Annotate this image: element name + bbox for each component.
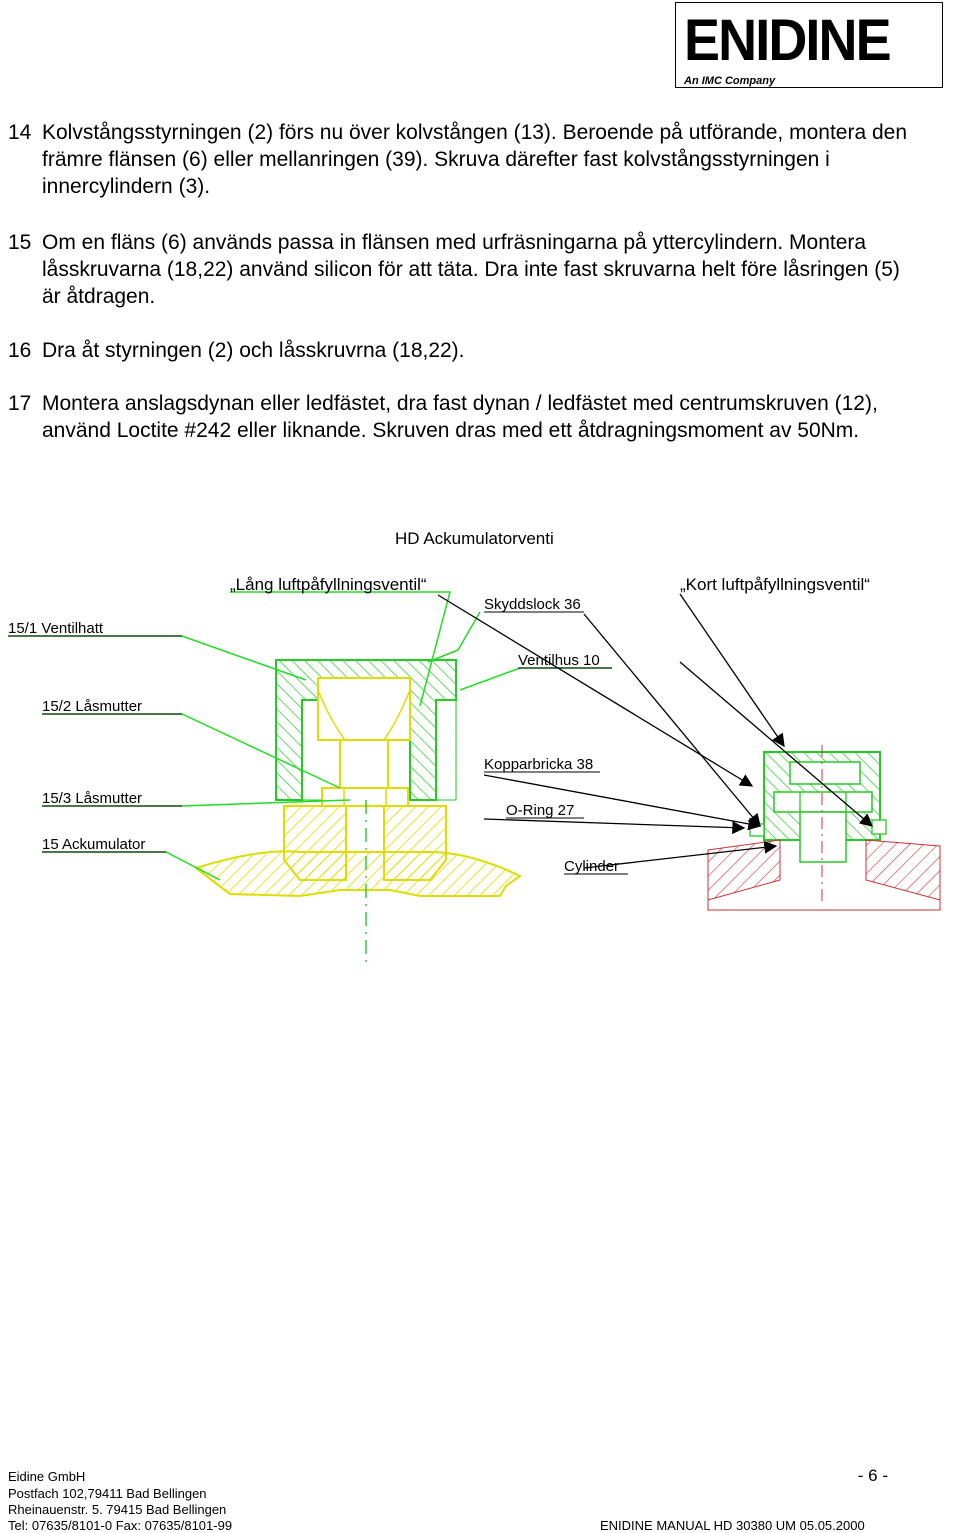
- logo-tagline: An IMC Company: [684, 75, 776, 87]
- footer-postfach: Postfach 102,79411 Bad Bellingen: [8, 1486, 207, 1501]
- label-ackumulator: 15 Ackumulator: [42, 836, 146, 853]
- diagram-title: HD Ackumulatorventi: [395, 529, 554, 548]
- step-text: Dra åt styrningen (2) och låsskruvrna (18,22).: [42, 339, 465, 362]
- cylinder-base-shape: [196, 851, 520, 896]
- short-valve-label: „Kort luftpåfyllningsventil“: [680, 575, 870, 594]
- step-number: 16: [8, 339, 32, 362]
- lock-nut-shape: [322, 788, 408, 806]
- footer-company: Eidine GmbH: [8, 1469, 86, 1484]
- long-valve-label: „Lång luftpåfyllningsventil“: [230, 575, 427, 594]
- logo-wordmark: ENIDINE: [684, 8, 890, 73]
- label-skyddslock: Skyddslock 36: [484, 596, 581, 613]
- step-number: 15: [8, 231, 32, 254]
- label-lasmutter-3: 15/3 Låsmutter: [42, 790, 143, 807]
- label-ventilhatt: 15/1 Ventilhatt: [8, 620, 104, 637]
- step-text: Kolvstångsstyrningen (2) förs nu över kolvstången (13). Beroende på utförande, montera den främre flänsen (6) eller mellanringen (39). Skruva därefter fast kolvstångsstyrningen i innercylindern (3).: [42, 121, 908, 198]
- step-number: 17: [8, 392, 32, 415]
- step-number: 14: [8, 121, 32, 144]
- label-lasmutter-2: 15/2 Låsmutter: [42, 698, 143, 715]
- label-oring: O-Ring 27: [506, 802, 575, 819]
- footer-address: Rheinauenstr. 5. 79415 Bad Bellingen: [8, 1502, 227, 1517]
- long-valve-section: [196, 660, 520, 965]
- step-text: Om en fläns (6) används passa in flänsen med urfräsningarna på yttercylindern. Montera låsskruvarna (18,22) använd silicon för att täta. Dra inte fast skruvarna helt före låsringen (5) är åtdragen.: [42, 231, 900, 308]
- footer-manual-id: ENIDINE MANUAL HD 30380 UM 05.05.2000: [600, 1518, 865, 1533]
- step-text: Montera anslagsdynan eller ledfästet, dra fast dynan / ledfästet med centrumskruven (12), använd Loctite #242 eller liknande. Skruven dras med ett åtdragningsmoment av 50Nm.: [42, 392, 878, 442]
- page-number: - 6 -: [857, 1466, 888, 1485]
- label-kopparbricka: Kopparbricka 38: [484, 756, 594, 773]
- label-cylinder: Cylinder: [564, 858, 620, 875]
- label-ventilhus: Ventilhus 10: [518, 652, 600, 669]
- inner-hex-shape: [318, 678, 410, 740]
- footer-phone: Tel: 07635/8101-0 Fax: 07635/8101-99: [8, 1518, 233, 1533]
